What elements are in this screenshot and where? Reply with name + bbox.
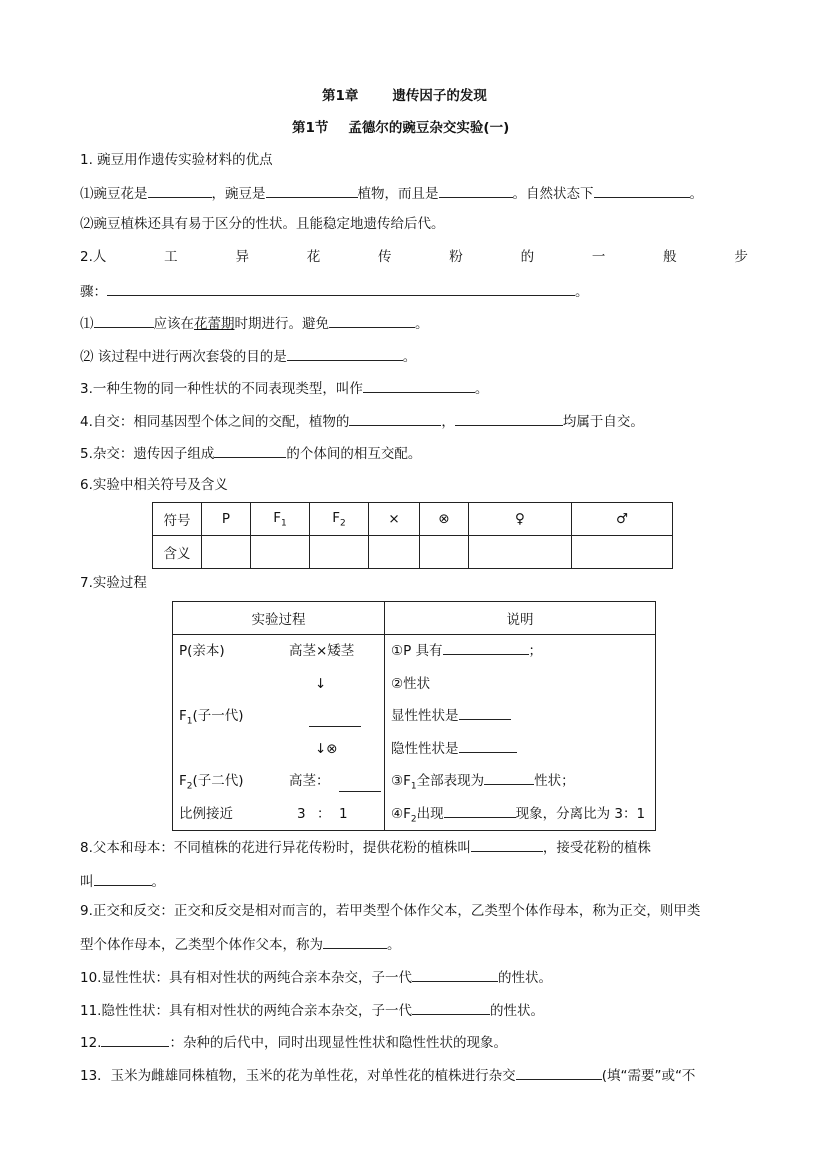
chapter-title: 第1章 遗传因子的发现 <box>322 88 487 104</box>
q12: 12. ：杂种的后代中，同时出现显性性状和隐性性状的现象。 <box>80 1032 507 1052</box>
symbol-cross: × <box>369 503 420 536</box>
experiment-table <box>172 601 656 831</box>
q8-line2: 叫 。 <box>80 871 165 891</box>
col-explanation: 说明 <box>385 602 656 635</box>
q2-line2: 骤： 。 <box>80 281 589 301</box>
col-process: 实验过程 <box>173 602 385 635</box>
q2-sub2: ⑵ 该过程中进行两次套袋的目的是 。 <box>80 346 416 366</box>
symbol-table <box>152 502 673 569</box>
row-label-meaning: 含义 <box>153 536 202 569</box>
q3: 3.一种生物的同一种性状的不同表现类型，叫作 。 <box>80 378 488 398</box>
row-label-symbol: 符号 <box>153 503 202 536</box>
q1-line1: ⑴豌豆花是 ，豌豆是 植物，而且是 。自然状态下 。 <box>80 183 703 203</box>
explanation-cell: ①P 具有 ； ②性状 显性性状是 隐性性状是 $③F_1$全部表现为 性状； $④F_2$出现 现象，分离比为 3：1 <box>385 635 656 831</box>
q1-line2: ⑵豌豆植株还具有易于区分的性状。且能稳定地遗传给后代。 <box>80 216 445 232</box>
q11: 11.隐性性状：具有相对性状的两纯合亲本杂交，子一代 的性状。 <box>80 1000 544 1020</box>
q10: 10.显性性状：具有相对性状的两纯合亲本杂交，子一代 的性状。 <box>80 967 552 987</box>
symbol-p: P <box>202 503 251 536</box>
symbol-male: ♂ <box>572 503 673 536</box>
symbol-selfing: ⊗ <box>420 503 469 536</box>
q2-sub1: ⑴ 应该在花蕾期时期进行。避免 。 <box>80 313 429 333</box>
q1-heading: 1. 豌豆用作遗传实验材料的优点 <box>80 152 273 168</box>
q6-heading: 6.实验中相关符号及含义 <box>80 477 228 493</box>
q13: 13．玉米为雌雄同株植物，玉米的花为单性花，对单性花的植株进行杂交 (填“需要”或“不 <box>80 1065 695 1085</box>
q9-line1: 9.正交和反交：正交和反交是相对而言的，若甲类型个体作父本，乙类型个体作母本，称为正交，则甲类 <box>80 903 701 919</box>
symbol-f1: $F_1$ <box>251 503 310 536</box>
process-cell: P(亲本) 高茎×矮茎 ↓ $F_1$(子一代) ↓⊗ $F_2$(子二代) 高茎： 比例接近 3 ： 1 <box>173 635 385 831</box>
q7-heading: 7.实验过程 <box>80 575 147 591</box>
symbol-female: ♀ <box>469 503 572 536</box>
section-title: 第1节 孟德尔的豌豆杂交实验(一) <box>292 120 510 136</box>
q8-line1: 8.父本和母本：不同植株的花进行异花传粉时，提供花粉的植株叫 ，接受花粉的植株 <box>80 837 651 857</box>
q4: 4.自交：相同基因型个体之间的交配，植物的 ， 均属于自交。 <box>80 411 644 431</box>
q9-line2: 型个体作母本，乙类型个体作父本，称为 。 <box>80 934 401 954</box>
q5: 5.杂交：遗传因子组成 的个体间的相互交配。 <box>80 443 421 463</box>
symbol-f2: $F_2$ <box>310 503 369 536</box>
q2-heading: 2.人 工 异 花 传 粉 的 一 般 步 <box>80 249 748 265</box>
